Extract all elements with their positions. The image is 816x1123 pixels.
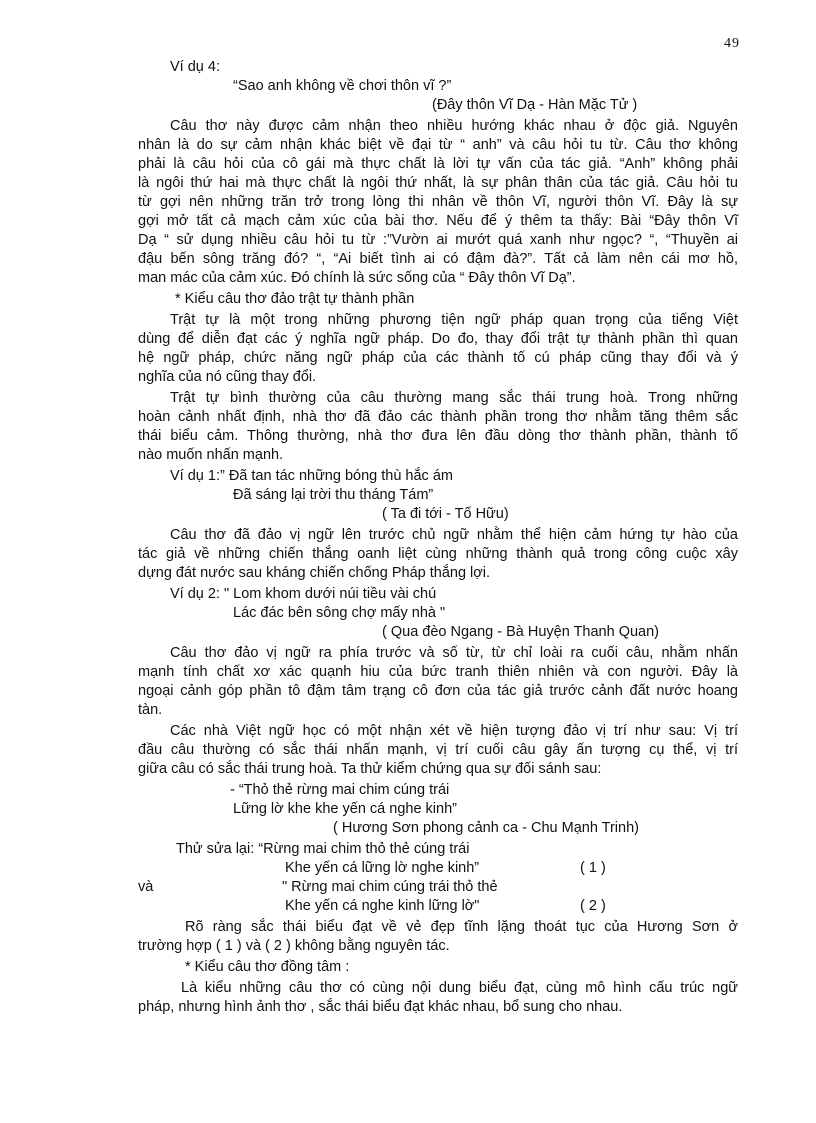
section-heading: * Kiểu câu thơ đồng tâm : xyxy=(185,959,350,975)
text-line: tác giả về những chiến thắng oanh liệt cùng những thành quả trong công cuộc xây xyxy=(138,546,738,562)
page-number: 49 xyxy=(724,36,740,51)
text-line: - “Thỏ thẻ rừng mai chim cúng trái xyxy=(230,782,450,798)
text-line: Các nhà Việt ngữ học có một nhận xét về hiện tượng đảo vị trí như sau: Vị trí xyxy=(170,723,738,739)
text-line: từ gợi nên những trăn trở trong lòng thi nhân về thôn Vĩ, người thôn Vĩ. Đây là sự xyxy=(138,194,738,210)
text-line: “Sao anh không về chơi thôn vĩ ?” xyxy=(233,78,452,94)
text-line: phải là câu hỏi của cô gái mà thực chất là lời tự vấn của tác giả. “Anh” không phải xyxy=(138,156,738,172)
text-line: ( Qua đèo Ngang - Bà Huyện Thanh Quan) xyxy=(382,624,660,640)
text-line: Thử sửa lại: “Rừng mai chim thỏ thẻ cúng trái xyxy=(176,841,470,857)
text-line: Trật tự là một trong những phương tiện ngữ pháp quan trọng của tiếng Việt xyxy=(170,312,738,328)
text-line: tàn. xyxy=(138,702,163,718)
text-line: dùng để diễn đạt các ý nghĩa ngữ pháp. Do đo, thay đổi trật tự thành phần thì quan xyxy=(138,331,738,347)
text-line: Khe yến cá lững lờ nghe kinh” xyxy=(285,860,480,876)
text-line: và xyxy=(138,879,154,895)
text-line: pháp, nhưng hình ảnh thơ , sắc thái biểu đạt khác nhau, bổ sung cho nhau. xyxy=(138,999,623,1015)
text-line: Lác đác bên sông chợ mấy nhà " xyxy=(233,605,446,621)
text-line: nào muốn nhấn mạnh. xyxy=(138,447,284,463)
text-line: hệ ngữ pháp, chức năng ngữ pháp của các thành tố cú pháp cũng thay đổi và ý xyxy=(138,350,738,366)
text-line: Trật tự bình thường của câu thường mang sắc thái trung hoà. Trong những xyxy=(170,390,738,406)
text-line: giữa câu có sắc thái trung hoà. Ta thử kiểm chứng qua sự đối sánh sau: xyxy=(138,761,602,777)
text-line: thái biểu cảm. Thông thường, nhà thơ đưa lên đầu dòng thơ thành phần, thành tố xyxy=(138,428,738,444)
text-line: Ví dụ 2: " Lom khom dưới núi tiều vài chú xyxy=(170,586,437,602)
text-line: hoàn cảnh nhất định, nhà thơ đã đảo các thành phần trong thơ nhằm tăng thêm sắc xyxy=(138,409,738,425)
text-line: ( 2 ) xyxy=(580,898,606,914)
text-line: Ví dụ 4: xyxy=(170,59,220,75)
text-line: man mác của cảm xúc. Đó chính là sức sống của “ Đây thôn Vĩ Dạ”. xyxy=(138,270,576,286)
text-line: đậu bến sông trăng đó? “, “Ai biết tình ai có đậm đà?”. Tất cả làm nên cái mơ hồ, xyxy=(138,251,738,267)
text-line: Lững lờ khe khe yến cá nghe kinh” xyxy=(233,801,457,817)
text-line: Ví dụ 1:” Đã tan tác những bóng thù hắc ám xyxy=(170,468,453,484)
text-line: là ngôi thứ hai mà thực chất là ngôi thứ nhất, là sự phân thân của tác giả. Câu hỏi tu xyxy=(138,175,738,191)
text-line: Khe yến cá nghe kinh lững lờ" xyxy=(285,898,480,914)
text-line: mạnh tính chất xơ xác quạnh hiu của bức tranh thiên nhiên và con người. Đây là xyxy=(138,664,738,680)
text-line: ngoại cảnh góp phần tô đậm tâm trạng cô đơn của tác giả trước cảnh đất nước hoang xyxy=(138,683,738,699)
text-line: trường hợp ( 1 ) và ( 2 ) không bằng nguyên tác. xyxy=(138,938,450,954)
section-heading: * Kiểu câu thơ đảo trật tự thành phần xyxy=(175,291,415,307)
text-line: " Rừng mai chim cúng trái thỏ thẻ xyxy=(282,879,498,895)
text-line: Là kiểu những câu thơ có cùng nội dung biểu đạt, cùng mô hình cấu trúc ngữ xyxy=(181,980,738,996)
text-line: nghĩa của nó cũng thay đổi. xyxy=(138,369,317,385)
text-line: Câu thơ đảo vị ngữ ra phía trước và số từ, từ chỉ loài ra cuối câu, nhằm nhấn xyxy=(170,645,738,661)
text-line: Câu thơ đã đảo vị ngữ lên trước chủ ngữ nhằm thể hiện cảm hứng tự hào của xyxy=(170,527,738,543)
text-line: ( Ta đi tới - Tố Hữu) xyxy=(382,506,509,522)
text-line: dựng đát nước sau kháng chiến chống Pháp thắng lợi. xyxy=(138,565,491,581)
text-line: nhân là do sự cảm nhận khác biệt về đại từ “ anh” và câu hỏi tu từ. Câu thơ không xyxy=(138,137,738,153)
text-line: (Đây thôn Vĩ Dạ - Hàn Mặc Tử ) xyxy=(432,97,638,113)
text-line: đầu câu thường có sắc thái nhấn mạnh, vị trí cuối câu gây ấn tượng cụ thể, vị trí xyxy=(138,742,738,758)
text-line: Câu thơ này được cảm nhận theo nhiều hướng khác nhau ở độc giả. Nguyên xyxy=(170,118,738,134)
text-line: gợi mở tất cả mạch cảm xúc của bài thơ. Nếu để ý thêm ta thấy: Bài “Đây thôn Vĩ xyxy=(138,213,738,229)
text-line: Đã sáng lại trời thu tháng Tám” xyxy=(233,487,434,503)
text-line: ( Hương Sơn phong cảnh ca - Chu Mạnh Trinh) xyxy=(333,820,639,836)
text-line: Rõ ràng sắc thái biểu đạt về vẻ đẹp tĩnh lặng thoát tục của Hương Sơn ở xyxy=(185,919,738,935)
text-line: Dạ “ sử dụng nhiều câu hỏi tu từ :”Vườn ai mướt quá xanh như ngọc? “, “Thuyền ai xyxy=(138,232,738,248)
text-line: ( 1 ) xyxy=(580,860,606,876)
